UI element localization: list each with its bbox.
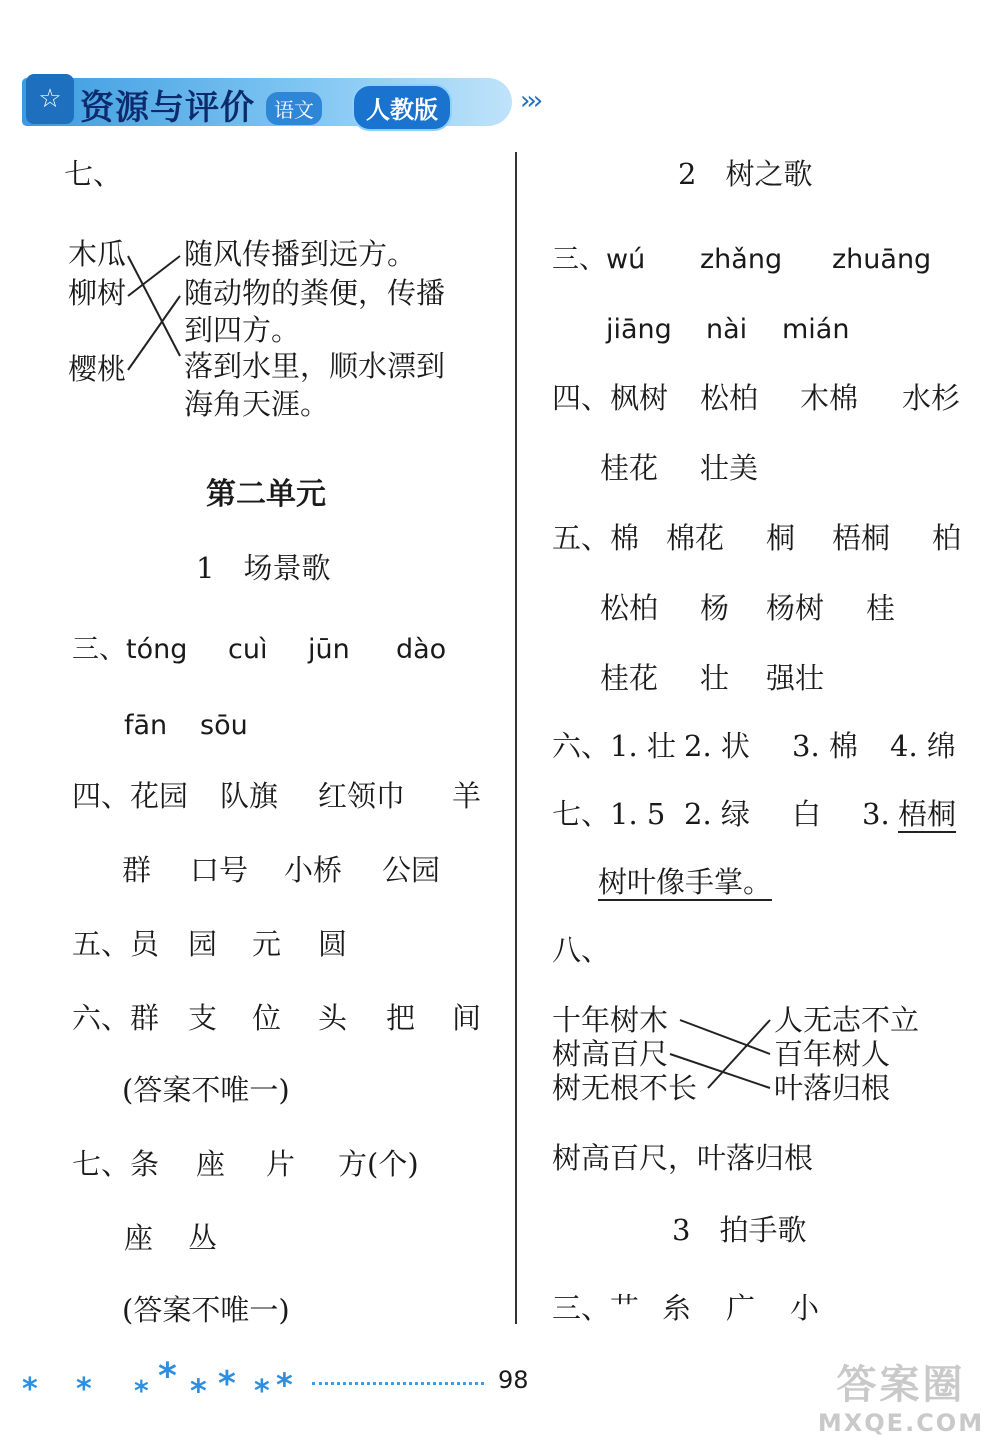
l1-s3-2: cuì [228,634,268,665]
l2-s4-3: 木棉 [800,381,859,415]
l2-s5-12: 强壮 [766,661,825,695]
l2-s5-6: 松柏 [600,591,659,625]
edition-badge: 人教版 [352,84,452,131]
l1-s6-5: 把 [386,1001,416,1035]
l1-s7-1: 七、条 [72,1147,160,1181]
star-logo-icon: ☆ [26,74,74,124]
l2-s6-4: 4. 绵 [890,729,956,763]
l2-s7-3: 白 [792,797,822,831]
l2-s3-4: jiāng [606,314,672,345]
l2-s4-6: 壮美 [700,451,759,485]
book-title: 资源与评价 [80,88,255,128]
l2-s5-3: 桐 [766,521,796,555]
l2-s7-underlined-1: 梧桐 [898,797,957,831]
l1-s4-5: 群 [122,853,152,887]
footer-star-icon: * [218,1364,236,1404]
match2-line-a [680,1020,770,1054]
match1-left-1: 木瓜 [68,237,127,271]
lesson-2-title: 2 树之歌 [678,157,813,191]
l1-s6-1: 六、群 [72,1001,160,1035]
l1-s6-4: 头 [318,1001,348,1035]
l2-s5-1: 五、棉 [552,521,640,555]
l1-s6-2: 支 [188,1001,218,1035]
l3-s3-3: 广 [726,1291,756,1325]
l2-s6-1: 六、1. 壮 [552,729,676,763]
l3-s3-2: 糸 [662,1291,692,1325]
l1-s4-8: 公园 [382,853,441,887]
l2-s3-6: mián [782,314,850,345]
l1-s4-4: 羊 [452,779,482,813]
l1-s7-3: 片 [266,1147,296,1181]
match2-right-3: 叶落归根 [774,1071,891,1105]
footer-star-icon: * [158,1356,177,1397]
l2-s3-1: 三、wú [552,244,646,275]
l2-s4-4: 水杉 [902,381,961,415]
watermark-top: 答案圈 [836,1362,966,1408]
section-8-answer: 树高百尺，叶落归根 [552,1141,814,1175]
l1-s4-1: 四、花园 [72,779,189,813]
l1-s5-2: 园 [188,927,218,961]
l1-s3-4: dào [396,634,447,665]
l1-s6-note: (答案不唯一) [122,1073,290,1107]
match2-left-2: 树高百尺 [552,1037,669,1071]
l2-s6-2: 2. 状 [684,729,750,763]
l1-s7-2: 座 [196,1147,226,1181]
match2-left-1: 十年树木 [552,1003,669,1037]
lesson-3-title: 3 拍手歌 [672,1213,807,1247]
l1-s4-6: 口号 [190,853,249,887]
footer-star-icon: * [76,1372,92,1407]
page-number: 98 [498,1366,529,1394]
match1-left-2: 柳树 [68,276,127,310]
match2-left-3: 树无根不长 [552,1071,698,1105]
section-7-label: 七、 [64,157,123,191]
match1-line-b [128,256,180,296]
footer-star-icon: * [276,1366,293,1404]
match1-left-3: 樱桃 [68,352,127,386]
l1-s3-1: 三、tóng [72,634,188,665]
l1-s5-1: 五、员 [72,927,160,961]
subject-badge: 语文 [266,92,322,125]
l1-s7-note: (答案不唯一) [122,1293,290,1327]
l2-s5-7: 杨 [700,591,730,625]
l2-s3-5: nài [706,314,748,345]
match1-right-3: 落到水里，顺水漂到 [184,349,446,383]
l2-s3-2: zhǎng [700,244,783,275]
unit-title: 第二单元 [206,477,326,512]
l1-s6-3: 位 [252,1001,282,1035]
l2-s5-11: 壮 [700,661,730,695]
l2-s7-2: 2. 绿 [684,797,750,831]
l1-s7-5: 座 [124,1221,154,1255]
l1-s3-3: jūn [308,634,350,665]
match1-right-2: 随动物的粪便，传播 [184,276,446,310]
l1-s5-3: 元 [252,927,282,961]
l1-s4-7: 小桥 [284,853,343,887]
l2-s7-underlined-2: 树叶像手掌。 [598,865,773,899]
footer-star-icon: * [134,1374,149,1407]
l2-s5-10: 桂花 [600,661,659,695]
l2-s3-3: zhuāng [832,244,932,275]
match1-lines [0,0,520,460]
l1-s5-4: 圆 [318,927,348,961]
match1-right-3-cont: 海角天涯。 [184,387,330,421]
match2-right-1: 人无志不立 [774,1003,920,1037]
footer-star-icon: * [254,1374,270,1409]
l2-s5-4: 梧桐 [832,521,891,555]
chevrons-icon: ››› [520,86,540,116]
match1-right-1: 随风传播到远方。 [184,237,417,271]
l1-s3-5: fān [124,710,168,741]
l2-s5-8: 杨树 [766,591,825,625]
l1-s7-4: 方(个) [338,1147,419,1181]
l1-s7-6: 丛 [188,1221,218,1255]
watermark-logo [815,1360,987,1446]
footer-dotted-rule [312,1382,484,1385]
l2-s5-5: 柏 [932,521,962,555]
match1-right-2-cont: 到四方。 [184,313,301,347]
l1-s4-3: 红领巾 [318,779,406,813]
l2-s7-1: 七、1. 5 [552,797,666,831]
l1-s3-6: sōu [200,710,248,741]
l2-s5-2: 棉花 [666,521,725,555]
l1-s6-6: 间 [452,1001,482,1035]
l3-s3-4: 小 [790,1291,820,1325]
l2-s5-9: 桂 [866,591,896,625]
section-8-label: 八、 [552,933,611,967]
match2-right-2: 百年树人 [774,1037,891,1071]
l2-s4-5: 桂花 [600,451,659,485]
l1-s4-2: 队旗 [220,779,279,813]
footer-star-icon: * [190,1372,207,1410]
l2-s6-3: 3. 棉 [792,729,858,763]
l2-s4-2: 松柏 [700,381,759,415]
footer-star-icon: * [22,1372,38,1407]
l2-s7-4: 3. [862,797,890,831]
match2-lines [540,1000,790,1110]
lesson-1-title: 1 场景歌 [196,551,331,585]
l3-s3-1: 三、艹 [552,1291,640,1325]
watermark-bottom: MXQE.COM [817,1409,985,1437]
l2-s4-1: 四、枫树 [552,381,669,415]
match2-line-b [670,1054,770,1088]
